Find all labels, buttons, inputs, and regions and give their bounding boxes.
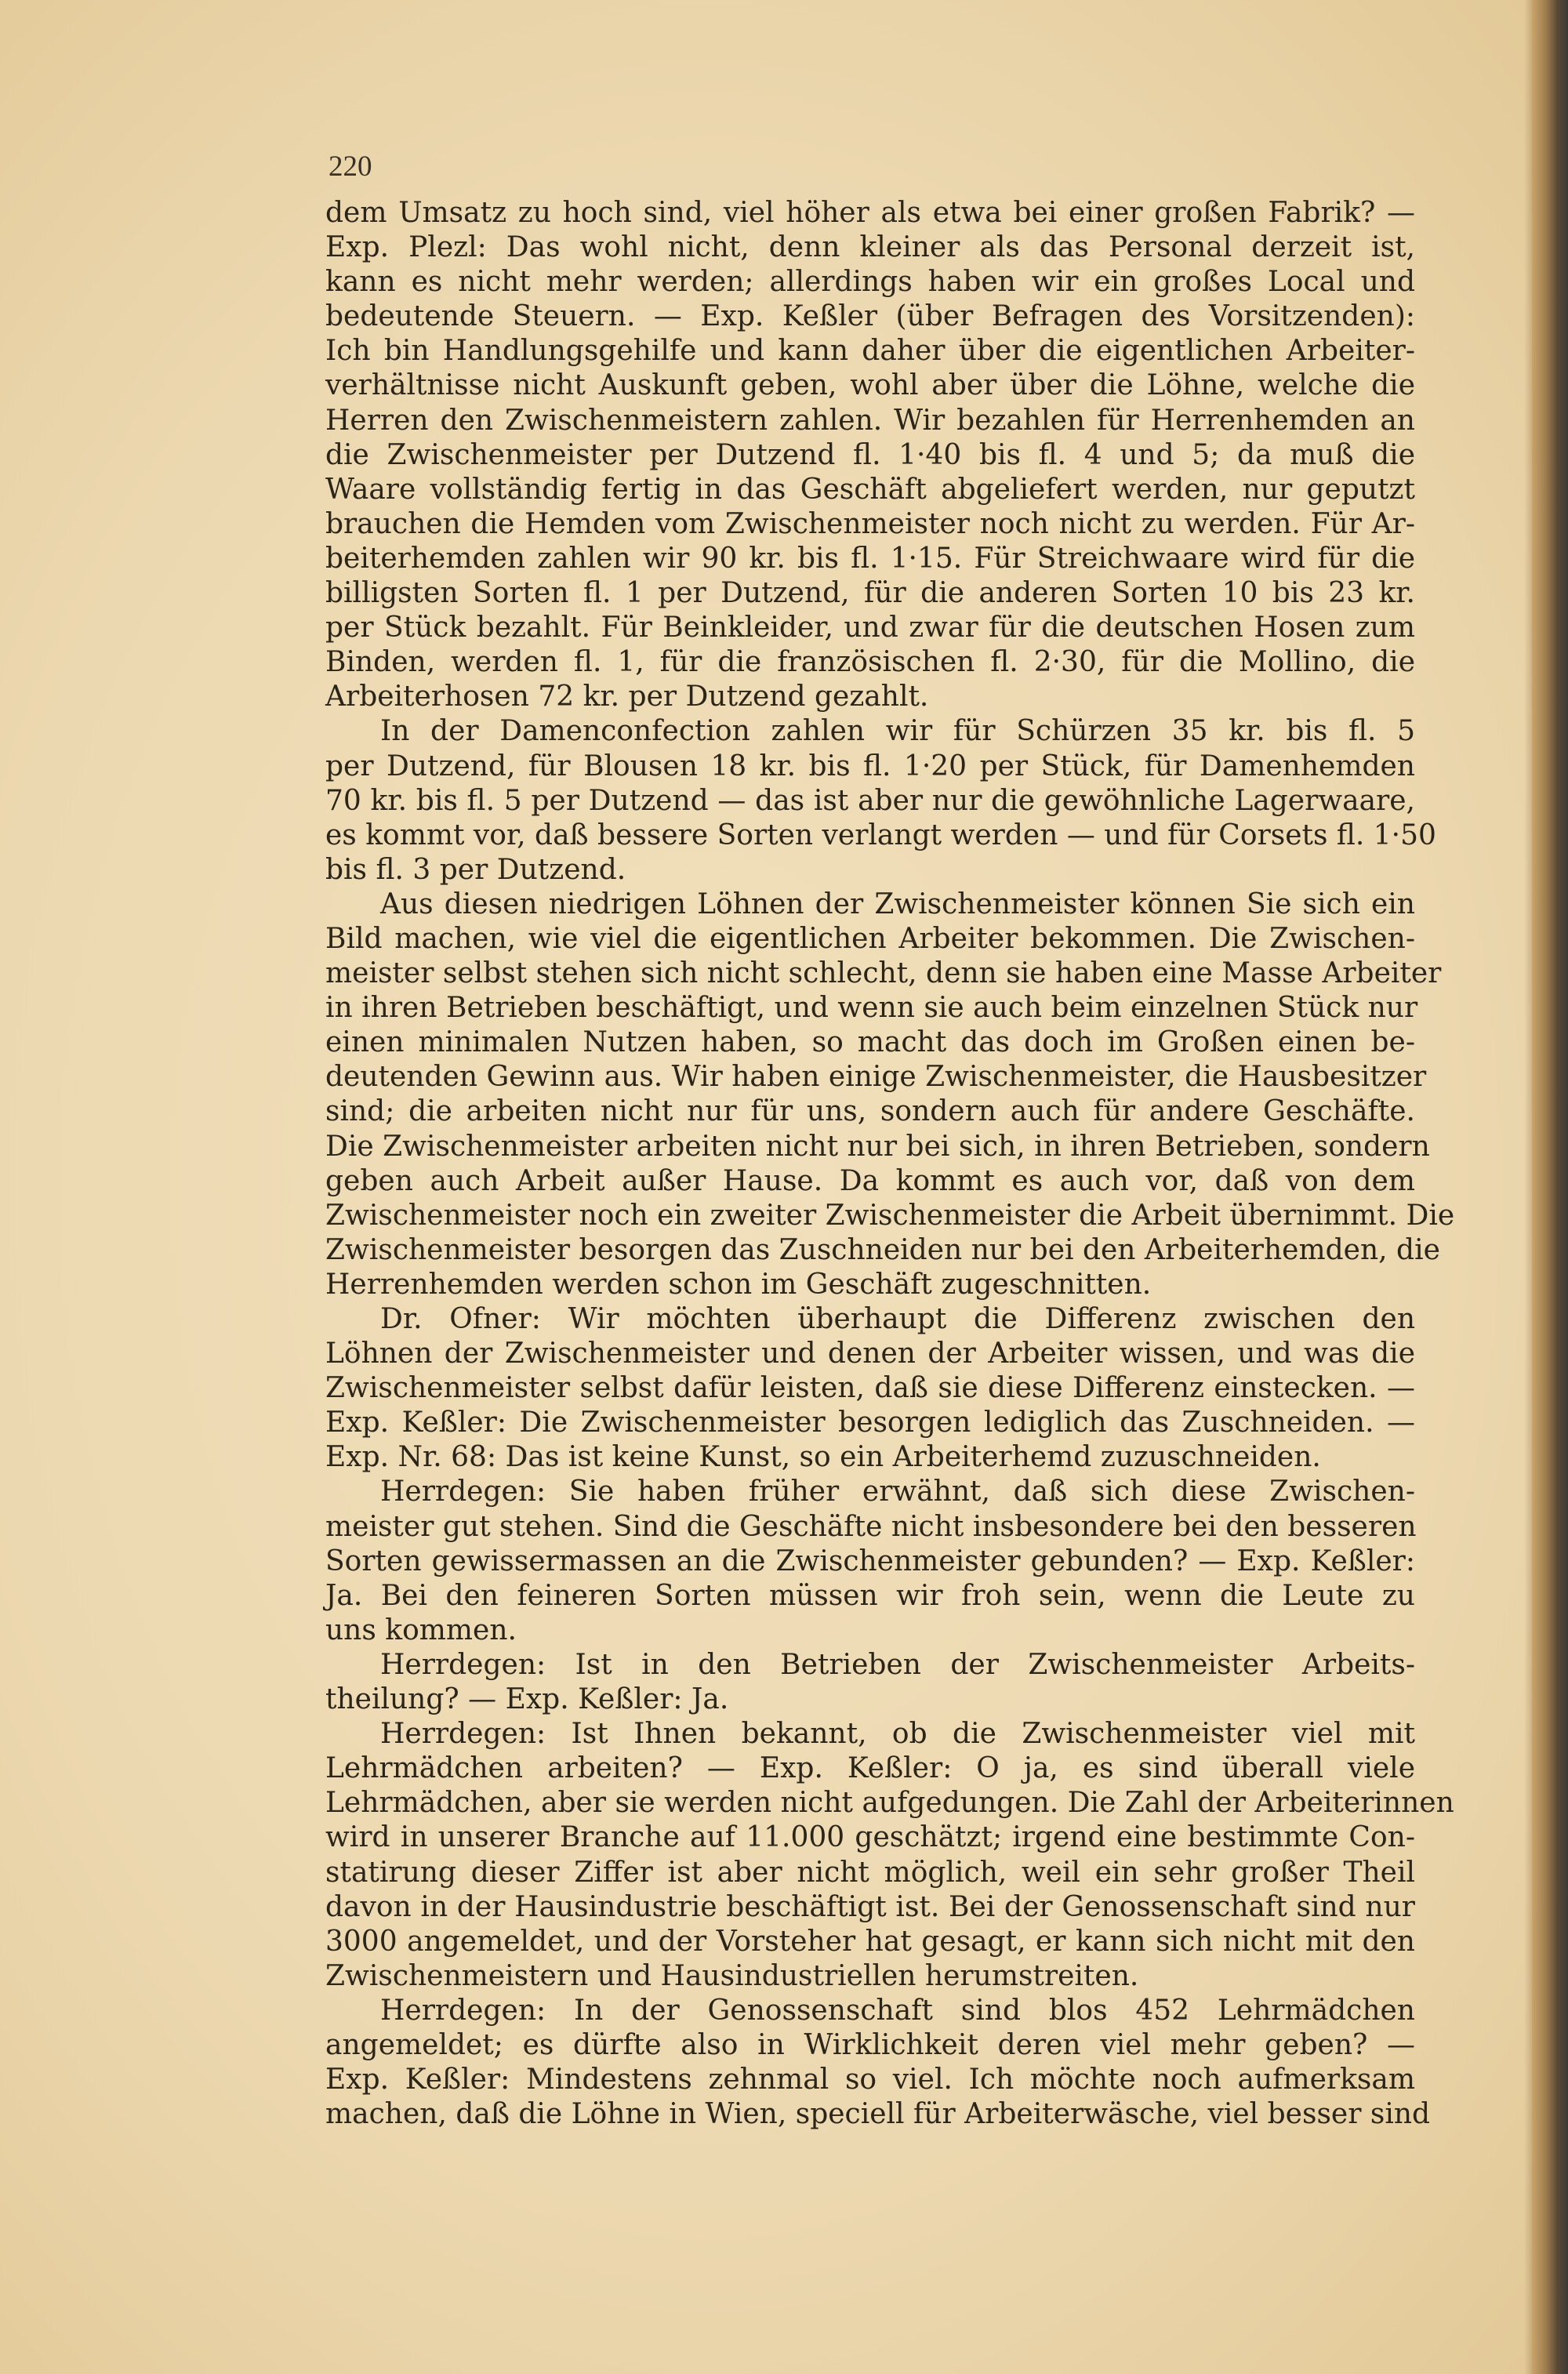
text-line: angemeldet; es dürfte also in Wirklichkeit deren viel mehr geben? — (325, 2028, 1415, 2061)
text-line: einen minimalen Nutzen haben, so macht das doch im Großen einen be- (325, 1026, 1415, 1059)
text-line: Exp. Nr. 68: Das ist keine Kunst, so ein Arbeiterhemd zuzuschneiden. (325, 1441, 1321, 1474)
text-line: Exp. Plezl: Das wohl nicht, denn kleiner als das Personal derzeit ist, (325, 231, 1415, 264)
text-line: Herrdegen: In der Genossenschaft sind blos 452 Lehrmädchen (380, 1994, 1415, 2027)
text-line: Lehrmädchen arbeiten? — Exp. Keßler: O ja, es sind überall viele (325, 1752, 1415, 1785)
text-line: Lehrmädchen, aber sie werden nicht aufgedungen. Die Zahl der Arbeiterinnen (325, 1787, 1454, 1820)
paragraph (325, 1648, 1415, 1717)
text-line: theilung? — Exp. Keßler: Ja. (325, 1683, 729, 1716)
text-line: per Stück bezahlt. Für Beinkleider, und zwar für die deutschen Hosen zum (325, 612, 1415, 644)
paragraph (325, 1994, 1431, 2132)
text-line: bis fl. 3 per Dutzend. (325, 853, 626, 886)
paragraph (325, 714, 1436, 887)
page-number: 220 (328, 151, 372, 183)
text-line: geben auch Arbeit außer Hause. Da kommt es auch vor, daß von dem (325, 1164, 1415, 1197)
text-line: die Zwischenmeister per Dutzend fl. 1·40 bis fl. 4 und 5; da muß die (325, 438, 1415, 471)
text-line: 70 kr. bis fl. 5 per Dutzend — das ist aber nur die gewöhnliche Lagerwaare, (325, 784, 1415, 817)
paragraph (325, 1717, 1454, 1994)
page-shadow (1524, 0, 1532, 2374)
text-line: kann es nicht mehr werden; allerdings haben wir ein großes Local und (325, 266, 1415, 299)
text-line: Zwischenmeister selbst dafür leisten, daß sie diese Differenz einstecken. — (325, 1372, 1415, 1405)
text-line: Waare vollständig fertig in das Geschäft abgeliefert werden, nur geputzt (325, 473, 1415, 506)
text-line: verhältnisse nicht Auskunft geben, wohl aber über die Löhne, welche die (325, 369, 1415, 402)
text-line: Arbeiterhosen 72 kr. per Dutzend gezahlt. (325, 681, 929, 713)
text-line: 3000 angemeldet, und der Vorsteher hat gesagt, er kann sich nicht mit den (325, 1925, 1415, 1958)
paragraph (325, 1475, 1415, 1647)
text-line: Die Zwischenmeister arbeiten nicht nur bei sich, in ihren Betrieben, sondern (325, 1130, 1430, 1163)
text-line: machen, daß die Löhne in Wien, speciell für Arbeiterwäsche, viel besser sind (325, 2098, 1431, 2131)
paragraph (325, 1302, 1415, 1475)
text-line: Exp. Keßler: Die Zwischenmeister besorgen lediglich das Zuschneiden. — (325, 1407, 1415, 1439)
text-line: Ich bin Handlungsgehilfe und kann daher über die eigentlichen Arbeiter- (325, 335, 1415, 368)
text-line: Zwischenmeistern und Hausindustriellen herumstreiten. (325, 1959, 1139, 1992)
text-line: in ihren Betrieben beschäftigt, und wenn sie auch beim einzelnen Stück nur (325, 992, 1418, 1025)
text-line: In der Damenconfection zahlen wir für Schürzen 35 kr. bis fl. 5 (380, 715, 1415, 748)
text-line: Löhnen der Zwischenmeister und denen der Arbeiter wissen, und was die (325, 1338, 1415, 1370)
text-line: bedeutende Steuern. — Exp. Keßler (über Befragen des Vorsitzenden): (325, 300, 1415, 333)
text-line: meister gut stehen. Sind die Geschäfte nicht insbesondere bei den besseren (325, 1510, 1417, 1543)
text-line: dem Umsatz zu hoch sind, viel höher als etwa bei einer großen Fabrik? — (325, 197, 1415, 229)
text-line: Sorten gewissermassen an die Zwischenmeister gebunden? — Exp. Keßler: (325, 1545, 1415, 1577)
text-line: Bild machen, wie viel die eigentlichen Arbeiter bekommen. Die Zwischen- (325, 922, 1415, 955)
text-line: uns kommen. (325, 1614, 517, 1646)
text-line: billigsten Sorten fl. 1 per Dutzend, für die anderen Sorten 10 bis 23 kr. (325, 577, 1415, 610)
paragraph (325, 196, 1415, 714)
text-line: es kommt vor, daß bessere Sorten verlangt werden — und für Corsets fl. 1·50 (325, 819, 1436, 851)
text-line: Dr. Ofner: Wir möchten überhaupt die Differenz zwischen den (380, 1303, 1415, 1335)
text-line: Herren den Zwischenmeistern zahlen. Wir bezahlen für Herrenhemden an (325, 404, 1415, 437)
text-line: per Dutzend, für Blousen 18 kr. bis fl. 1·20 per Stück, für Damenhemden (325, 750, 1415, 782)
paragraphs (325, 196, 1455, 2132)
text-line: wird in unserer Branche auf 11.000 geschätzt; irgend eine bestimmte Con- (325, 1821, 1415, 1854)
paragraph (325, 888, 1455, 1302)
text-line: statirung dieser Ziffer ist aber nicht möglich, weil ein sehr großer Theil (325, 1856, 1415, 1889)
text-block (325, 149, 1455, 2132)
text-line: davon in der Hausindustrie beschäftigt ist. Bei der Genossenschaft sind nur (325, 1890, 1415, 1923)
text-line: Herrdegen: Ist in den Betrieben der Zwischenmeister Arbeits- (380, 1648, 1415, 1681)
text-line: Herrdegen: Sie haben früher erwähnt, daß sich diese Zwischen- (380, 1476, 1415, 1508)
text-line: Exp. Keßler: Mindestens zehnmal so viel. Ich möchte noch aufmerksam (325, 2064, 1415, 2096)
book-spine (1532, 0, 1568, 2374)
text-line: Binden, werden fl. 1, für die französischen fl. 2·30, für die Mollino, die (325, 646, 1415, 679)
text-line: beiterhemden zahlen wir 90 kr. bis fl. 1·15. Für Streichwaare wird für die (325, 542, 1415, 575)
text-line: Ja. Bei den feineren Sorten müssen wir froh sein, wenn die Leute zu (325, 1579, 1415, 1612)
text-line: Zwischenmeister besorgen das Zuschneiden nur bei den Arbeiterhemden, die (325, 1233, 1440, 1266)
text-line: Herrdegen: Ist Ihnen bekannt, ob die Zwischenmeister viel mit (380, 1718, 1415, 1751)
text-line: Zwischenmeister noch ein zweiter Zwischenmeister die Arbeit übernimmt. Die (325, 1199, 1455, 1232)
text-line: meister selbst stehen sich nicht schlecht, denn sie haben eine Masse Arbeiter (325, 957, 1442, 990)
text-line: sind; die arbeiten nicht nur für uns, sondern auch für andere Geschäfte. (325, 1095, 1415, 1128)
text-line: deutenden Gewinn aus. Wir haben einige Zwischenmeister, die Hausbesitzer (325, 1061, 1427, 1094)
text-line: Herrenhemden werden schon im Geschäft zugeschnitten. (325, 1268, 1152, 1301)
text-line: brauchen die Hemden vom Zwischenmeister noch nicht zu werden. Für Ar- (325, 507, 1415, 540)
text-line: Aus diesen niedrigen Löhnen der Zwischenmeister können Sie sich ein (380, 888, 1415, 920)
